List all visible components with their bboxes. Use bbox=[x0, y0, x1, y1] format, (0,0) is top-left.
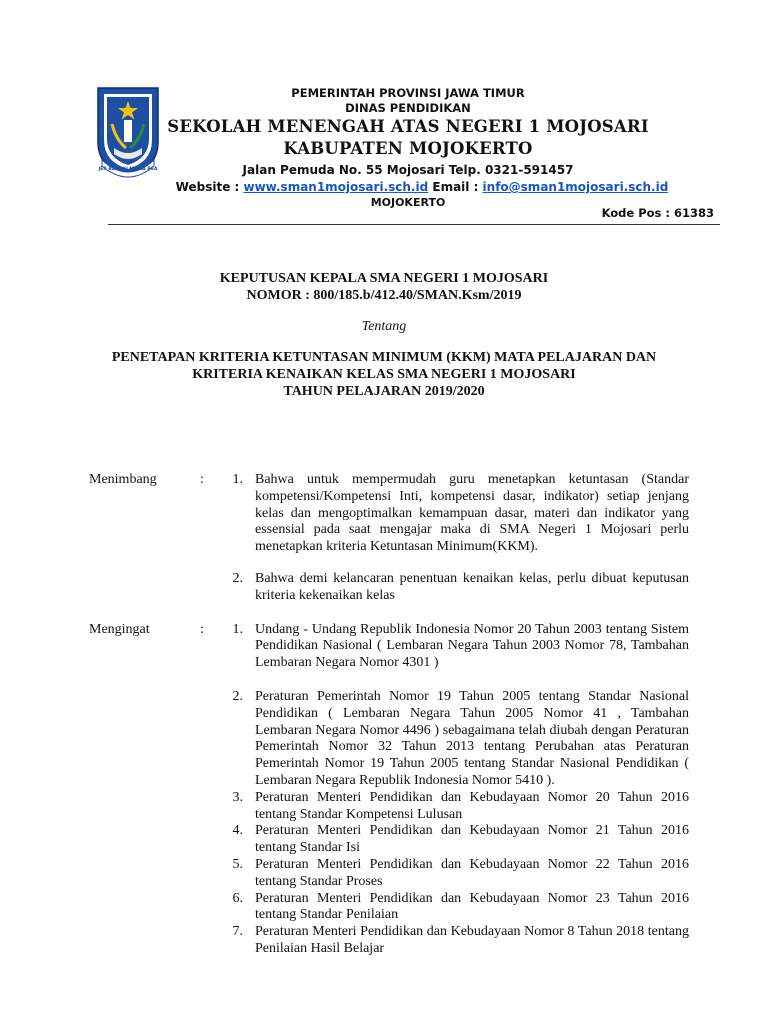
item-number: 6. bbox=[232, 890, 243, 906]
item-text: Bahwa demi kelancaran penentuan kenaikan kelas, perlu dibuat keputusan kriteria kekenaikan kelas bbox=[255, 570, 689, 603]
item-text: Peraturan Menteri Pendidikan dan Kebudayaan Nomor 22 Tahun 2016 tentang Standar Proses bbox=[255, 856, 689, 889]
item-text: Peraturan Menteri Pendidikan dan Kebudayaan Nomor 8 Tahun 2018 tentang Penilaian Hasil Belajar bbox=[255, 924, 689, 956]
list-item bbox=[218, 571, 689, 605]
item-text: Peraturan Menteri Pendidikan dan Kebudayaan Nomor 20 Tahun 2016 tentang Standar Kompetensi Lulusan bbox=[255, 789, 689, 822]
postal-code: Kode Pos : 61383 bbox=[601, 206, 714, 220]
email-label: Email : bbox=[428, 180, 483, 194]
item-number: 2. bbox=[232, 570, 243, 586]
item-text: Peraturan Menteri Pendidikan dan Kebudayaan Nomor 23 Tahun 2016 tentang Standar Penilaian bbox=[255, 890, 689, 923]
decree-number: NOMOR : 800/185.b/412.40/SMAN.Ksm/2019 bbox=[246, 288, 522, 303]
item-text: Bahwa untuk mempermudah guru menetapkan ketuntasan (Standar kompetensi/Kompetensi Inti, kompetensi dasar, indikator) setiap jenjang kelas dan mengoptimalkan kemampuan dasar, materi dan indikator yang essensial pada saat mengajar maka di SMA Negeri 1 Mojosari perlu menetapkan kriteria Ketuntasan Minimum(KKM). bbox=[255, 472, 689, 555]
list-item bbox=[218, 472, 689, 556]
item-number: 1. bbox=[232, 621, 243, 637]
decree-subject-line-3: TAHUN PELAJARAN 2019/2020 bbox=[283, 384, 485, 399]
item-number: 4. bbox=[232, 823, 243, 839]
item-number: 5. bbox=[232, 856, 243, 872]
logo-motto: JER BASUKI MAWA BEA bbox=[98, 167, 158, 172]
agency-name: DINAS PENDIDIKAN bbox=[345, 101, 471, 115]
item-number: 3. bbox=[232, 789, 243, 805]
decree-subject-line-2: KRITERIA KENAIKAN KELAS SMA NEGERI 1 MOJOSARI bbox=[192, 367, 576, 382]
letterhead-divider bbox=[108, 224, 720, 225]
decree-tentang: Tentang bbox=[361, 319, 407, 334]
list-item bbox=[218, 823, 689, 857]
school-address: Jalan Pemuda No. 55 Mojosari Telp. 0321-591457 bbox=[242, 163, 574, 177]
item-number: 1. bbox=[232, 472, 243, 487]
item-text: Peraturan Menteri Pendidikan dan Kebudayaan Nomor 21 Tahun 2016 tentang Standar Isi bbox=[255, 823, 689, 856]
mengingat-label: Mengingat bbox=[89, 621, 150, 637]
menimbang-colon: : bbox=[200, 472, 204, 487]
mengingat-section bbox=[89, 622, 689, 958]
mengingat-colon: : bbox=[200, 621, 204, 637]
menimbang-label: Menimbang bbox=[89, 472, 157, 487]
list-item bbox=[218, 857, 689, 891]
item-text: Undang - Undang Republik Indonesia Nomor 20 Tahun 2003 tentang Sistem Pendidikan Nasional ( Lembaran Negara Tahun 2003 Nomor 78, Tambahan Lembaran Negara Nomor 4301 ) bbox=[255, 621, 689, 671]
list-item bbox=[218, 790, 689, 824]
menimbang-section bbox=[89, 472, 689, 605]
list-item bbox=[218, 689, 689, 790]
list-item bbox=[218, 891, 689, 925]
decree-heading: KEPUTUSAN KEPALA SMA NEGERI 1 MOJOSARI bbox=[219, 271, 549, 286]
school-name: SEKOLAH MENENGAH ATAS NEGERI 1 MOJOSARI bbox=[167, 117, 649, 136]
contact-line bbox=[136, 179, 708, 195]
list-item bbox=[218, 924, 689, 958]
item-number: 2. bbox=[232, 688, 243, 704]
decree-body bbox=[89, 472, 689, 958]
item-text: Peraturan Pemerintah Nomor 19 Tahun 2005 tentang Standar Nasional Pendidikan ( Lembaran Negara Tahun 2005 Nomor 41 , Tambahan Lembaran Negara Nomor 4496 ) sebagaimana telah diubah dengan Peraturan Pemerintah Nomor 32 Tahun 2013 tentang Perubahan atas Peraturan Pemerintah Nomor 19 Tahun 2005 tentang Standar Nasional Pendidikan ( Lembaran Negara Republik Indonesia Nomor 5410 ). bbox=[255, 688, 689, 788]
city-name: MOJOKERTO bbox=[370, 196, 446, 209]
kabupaten-name: KABUPATEN MOJOKERTO bbox=[283, 139, 533, 158]
email-link[interactable]: info@sman1mojosari.sch.id bbox=[482, 180, 669, 194]
website-link[interactable]: www.sman1mojosari.sch.id bbox=[243, 180, 429, 194]
decree-subject-line-1: PENETAPAN KRITERIA KETUNTASAN MINIMUM (KKM) MATA PELAJARAN DAN bbox=[111, 350, 657, 365]
list-item bbox=[218, 622, 689, 672]
item-number: 7. bbox=[232, 924, 243, 940]
decree-title bbox=[0, 270, 768, 400]
website-label: Website : bbox=[175, 180, 244, 194]
province-name: PEMERINTAH PROVINSI JAWA TIMUR bbox=[291, 86, 525, 100]
letterhead bbox=[108, 86, 708, 210]
